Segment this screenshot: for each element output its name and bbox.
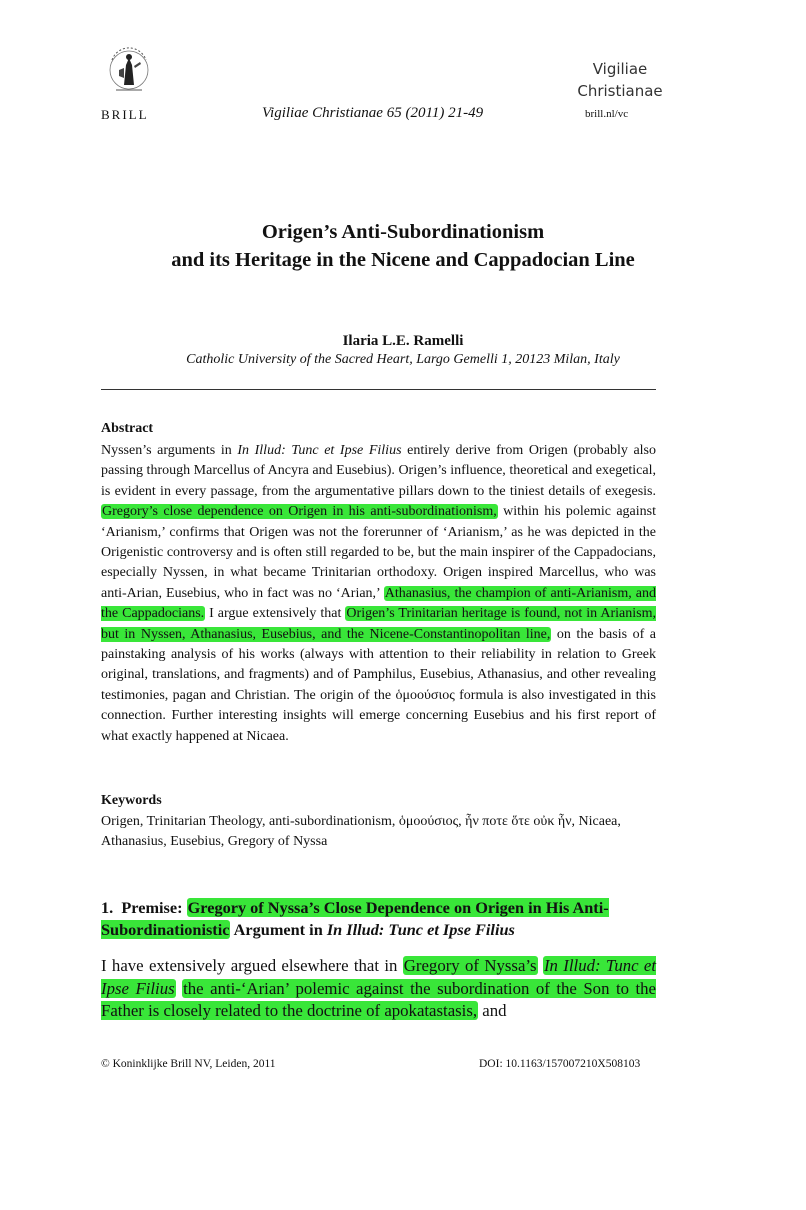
keywords-heading: Keywords xyxy=(101,793,162,808)
journal-name xyxy=(560,58,680,102)
doi[interactable]: DOI: 10.1163/157007210X508103 xyxy=(479,1058,641,1070)
title-line-1: Origen’s Anti-Subordinationism xyxy=(261,221,545,243)
highlight: In Illud: Tunc et Ipse Filius xyxy=(101,956,657,998)
body-run: I have extensively argued elsewhere that in xyxy=(101,956,403,975)
abstract-text xyxy=(101,441,656,747)
divider xyxy=(101,389,656,390)
keywords-text: Origen, Trinitarian Theology, anti-subordinationism, ὁμοούσιος, ἦν ποτε ὅτε οὐκ ἦν, Nicaea, Athanasius, Eusebius, Gregory of Nyssa xyxy=(101,814,621,849)
journal-name-line1: Vigiliae xyxy=(592,60,648,78)
body-run: and xyxy=(478,1001,507,1020)
author-name: Ilaria L.E. Ramelli xyxy=(342,333,464,349)
journal-name-line2: Christianae xyxy=(577,82,663,100)
title-line-2: and its Heritage in the Nicene and Cappadocian Line xyxy=(171,249,635,271)
body-paragraph xyxy=(101,955,656,1023)
section-number: 1. xyxy=(101,898,114,917)
journal-url[interactable]: brill.nl/vc xyxy=(585,108,629,120)
highlight: Origen’s Trinitarian heritage is found, not in Arianism, but in Nyssen, Athanasius, Eusebius, and the Nicene-Constantinopolitan line, xyxy=(101,606,656,642)
article-title xyxy=(0,218,806,274)
copyright: © Koninklijke Brill NV, Leiden, 2011 xyxy=(101,1058,276,1070)
abstract-run: I argue extensively that xyxy=(205,606,346,622)
abstract-run: on the basis of a painstaking analysis of his works (always with attention to their reliability in relation to Greek original, translations, and fragments) and of Pamphilus, Eusebius, Athanasius, and other revealing testimonies, pagan and Christian. The origin of the ὁμοούσιος formula is also investigated in this connection. Further interesting insights will emerge concerning Eusebius and his first report of what exactly happened at Nicaea. xyxy=(101,626,656,744)
publisher-name: BRILL xyxy=(101,107,149,122)
section-heading xyxy=(101,897,661,941)
author-affiliation: Catholic University of the Sacred Heart, Largo Gemelli 1, 20123 Milan, Italy xyxy=(186,352,620,367)
highlight: Gregory’s close dependence on Origen in his anti-subordinationism, xyxy=(102,504,497,520)
section-heading-italic: In Illud: Tunc et Ipse Filius xyxy=(326,920,515,939)
journal-citation: Vigiliae Christianae 65 (2011) 21-49 xyxy=(262,105,484,121)
abstract-italic-title: In Illud: Tunc et Ipse Filius xyxy=(237,443,402,458)
highlight: the anti-‘Arian’ polemic against the subordination of the Son to the Father is closely related to the doctrine of apokatastasis, xyxy=(101,978,657,1020)
abstract-run: Nyssen’s arguments in xyxy=(101,443,238,458)
section-heading-rest: Argument in xyxy=(230,920,327,939)
highlight: Gregory of Nyssa’s Close Dependence on Origen in His Anti-Subordinationistic xyxy=(101,898,609,939)
section-label: Premise: xyxy=(121,898,183,917)
abstract-heading: Abstract xyxy=(101,421,154,436)
abstract-run: within his polemic against ‘Arianism,’ confirms that Origen was not the forerunner of ‘Arianism,’ as he was depicted in the Origenistic controversy and is often still regarded to be, but the main inspirer of the Cappadocians, especially Nyssen, in what became Trinitarian orthodoxy. Origen inspired Marcellus, who was anti-Arian, Eusebius, who in fact was no ‘Arian,’ xyxy=(101,504,656,601)
abstract-run: entirely derive from Origen (probably also passing through Marcellus of Ancyra and Eusebius). Origen’s influence, theoretical and exegetical, is evident in every passage, from the argumentative pillars down to the tiniest details of exegesis. xyxy=(101,443,656,499)
highlight: Gregory of Nyssa’s xyxy=(403,956,537,975)
brill-logo xyxy=(104,40,154,100)
highlight: Athanasius, the champion of anti-Arianism, and the Cappadocians. xyxy=(101,585,656,622)
